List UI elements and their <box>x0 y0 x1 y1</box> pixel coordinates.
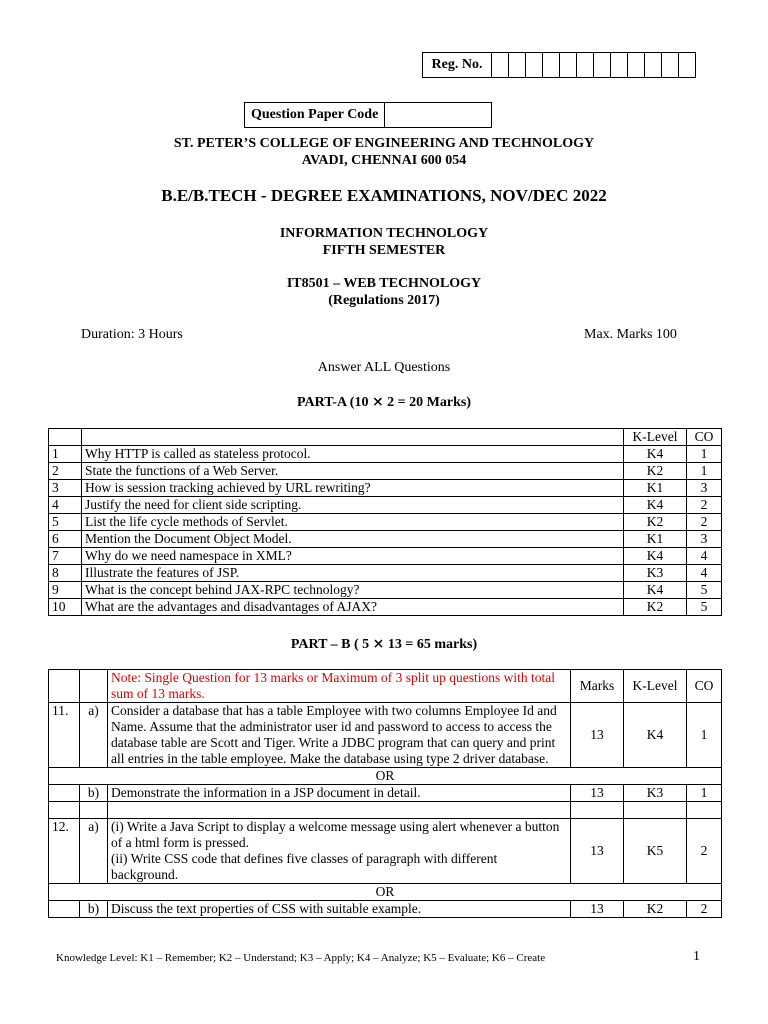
department: INFORMATION TECHNOLOGY <box>279 226 489 241</box>
or-row <box>49 768 722 785</box>
spacer-row <box>49 802 722 819</box>
table-row <box>49 819 722 884</box>
reg-no-cell <box>679 53 696 78</box>
question-klevel: K5 <box>624 819 687 884</box>
question-text <box>108 819 571 884</box>
table-row <box>49 901 722 918</box>
question-co: 3 <box>687 480 722 497</box>
question-co: 2 <box>687 514 722 531</box>
table-row <box>49 785 722 802</box>
question-klevel: K4 <box>624 446 687 463</box>
table-row <box>49 497 722 514</box>
table-header-row <box>49 670 722 703</box>
question-co: 3 <box>687 531 722 548</box>
duration: Duration: 3 Hours <box>81 327 183 342</box>
reg-no-label: Reg. No. <box>423 53 492 78</box>
reg-no-box <box>422 52 696 78</box>
question-co: 2 <box>687 901 722 918</box>
or-row <box>49 884 722 901</box>
part-b-note: Note: Single Question for 13 marks or Maximum of 3 split up questions with total sum of 13 marks. <box>108 670 571 703</box>
course-title: IT8501 – WEB TECHNOLOGY <box>286 276 482 291</box>
table-row <box>49 463 722 480</box>
question-klevel: K3 <box>624 565 687 582</box>
max-marks: Max. Marks 100 <box>584 327 677 342</box>
question-text: Mention the Document Object Model. <box>82 531 624 548</box>
reg-no-cell <box>543 53 560 78</box>
question-paper-code-box <box>244 102 492 128</box>
question-text: Demonstrate the information in a JSP document in detail. <box>108 785 571 802</box>
reg-no-cell <box>594 53 611 78</box>
table-row <box>49 531 722 548</box>
reg-no-cell <box>628 53 645 78</box>
question-number-empty <box>49 785 80 802</box>
header-marks: Marks <box>571 670 624 703</box>
part-b-title: PART – B ( 5 ⨯ 13 = 65 marks) <box>290 637 478 652</box>
part-a-table <box>48 428 722 616</box>
question-text: Consider a database that has a table Employee with two columns Employee Id and Name. Assume that the administrator user id and password to access to access the database table are Scott and Tiger. Write a JDBC program that can query and print all entries in the table employee. Make the database using type 2 driver database. <box>108 703 571 768</box>
question-number: 8 <box>49 565 82 582</box>
question-klevel: K2 <box>624 463 687 480</box>
part-b-table <box>48 669 722 918</box>
college-address: AVADI, CHENNAI 600 054 <box>301 153 467 168</box>
header-klevel: K-Level <box>624 670 687 703</box>
question-klevel: K4 <box>624 548 687 565</box>
question-part-i: (i) Write a Java Script to display a welcome message using alert whenever a button of a html form is pressed. <box>111 819 560 850</box>
question-text: How is session tracking achieved by URL rewriting? <box>82 480 624 497</box>
question-co: 4 <box>687 565 722 582</box>
footer-knowledge-level: Knowledge Level: K1 – Remember; K2 – Understand; K3 – Apply; K4 – Analyze; K5 – Evaluate; K6 – Create <box>56 952 546 964</box>
reg-no-cell <box>560 53 577 78</box>
reg-no-cell <box>611 53 628 78</box>
question-number: 12. <box>49 819 80 884</box>
question-paper-code-label: Question Paper Code <box>245 103 385 128</box>
part-a-title: PART-A (10 ⨯ 2 = 20 Marks) <box>297 395 471 410</box>
question-number: 11. <box>49 703 80 768</box>
question-klevel: K4 <box>624 703 687 768</box>
reg-no-cell <box>492 53 509 78</box>
header-empty-cell <box>49 670 80 703</box>
question-klevel: K4 <box>624 497 687 514</box>
question-paper-code-value <box>385 103 492 128</box>
question-text: Discuss the text properties of CSS with suitable example. <box>108 901 571 918</box>
college-name: ST. PETER’S COLLEGE OF ENGINEERING AND TECHNOLOGY <box>173 136 595 151</box>
table-row <box>49 582 722 599</box>
question-co: 1 <box>687 785 722 802</box>
question-number: 9 <box>49 582 82 599</box>
question-text: List the life cycle methods of Servlet. <box>82 514 624 531</box>
header-klevel: K-Level <box>624 429 687 446</box>
header-co: CO <box>687 670 722 703</box>
question-text: State the functions of a Web Server. <box>82 463 624 480</box>
question-text: Justify the need for client side scripting. <box>82 497 624 514</box>
question-number: 10 <box>49 599 82 616</box>
question-co: 1 <box>687 463 722 480</box>
table-header-row <box>49 429 722 446</box>
header-co: CO <box>687 429 722 446</box>
reg-no-cell <box>577 53 594 78</box>
instruction: Answer ALL Questions <box>317 360 451 375</box>
question-co: 5 <box>687 582 722 599</box>
semester: FIFTH SEMESTER <box>322 243 446 258</box>
sub-question-label: b) <box>80 785 108 802</box>
table-row <box>49 565 722 582</box>
question-klevel: K2 <box>624 901 687 918</box>
or-separator: OR <box>49 768 722 785</box>
question-marks: 13 <box>571 819 624 884</box>
table-row <box>49 599 722 616</box>
question-number: 1 <box>49 446 82 463</box>
question-number-empty <box>49 901 80 918</box>
question-text: Why do we need namespace in XML? <box>82 548 624 565</box>
sub-question-label: a) <box>80 703 108 768</box>
header-empty-cell <box>49 429 82 446</box>
question-co: 2 <box>687 819 722 884</box>
table-row <box>49 514 722 531</box>
question-klevel: K2 <box>624 514 687 531</box>
spacer-cell <box>624 802 687 819</box>
question-text: Why HTTP is called as stateless protocol. <box>82 446 624 463</box>
question-marks: 13 <box>571 901 624 918</box>
spacer-cell <box>49 802 80 819</box>
reg-no-cell <box>662 53 679 78</box>
question-klevel: K1 <box>624 531 687 548</box>
question-number: 2 <box>49 463 82 480</box>
question-number: 6 <box>49 531 82 548</box>
question-klevel: K2 <box>624 599 687 616</box>
header-empty-cell <box>80 670 108 703</box>
spacer-cell <box>80 802 108 819</box>
question-co: 4 <box>687 548 722 565</box>
question-co: 2 <box>687 497 722 514</box>
exam-title: B.E/B.TECH - DEGREE EXAMINATIONS, NOV/DEC 2022 <box>161 186 607 205</box>
reg-no-cell <box>509 53 526 78</box>
question-number: 7 <box>49 548 82 565</box>
question-klevel: K1 <box>624 480 687 497</box>
reg-no-cell <box>645 53 662 78</box>
question-text: Illustrate the features of JSP. <box>82 565 624 582</box>
or-separator: OR <box>49 884 722 901</box>
table-row <box>49 446 722 463</box>
question-klevel: K3 <box>624 785 687 802</box>
sub-question-label: a) <box>80 819 108 884</box>
question-text: What are the advantages and disadvantages of AJAX? <box>82 599 624 616</box>
question-co: 1 <box>687 446 722 463</box>
reg-no-cell <box>526 53 543 78</box>
regulations: (Regulations 2017) <box>328 293 440 308</box>
spacer-cell <box>108 802 571 819</box>
question-klevel: K4 <box>624 582 687 599</box>
question-number: 3 <box>49 480 82 497</box>
question-text: What is the concept behind JAX-RPC technology? <box>82 582 624 599</box>
spacer-cell <box>687 802 722 819</box>
table-row <box>49 703 722 768</box>
question-marks: 13 <box>571 703 624 768</box>
header-empty-cell <box>82 429 624 446</box>
question-part-ii: (ii) Write CSS code that defines five classes of paragraph with different background. <box>111 851 498 882</box>
question-co: 1 <box>687 703 722 768</box>
question-co: 5 <box>687 599 722 616</box>
question-marks: 13 <box>571 785 624 802</box>
question-number: 5 <box>49 514 82 531</box>
page-number: 1 <box>693 949 700 964</box>
table-row <box>49 548 722 565</box>
sub-question-label: b) <box>80 901 108 918</box>
question-number: 4 <box>49 497 82 514</box>
table-row <box>49 480 722 497</box>
spacer-cell <box>571 802 624 819</box>
